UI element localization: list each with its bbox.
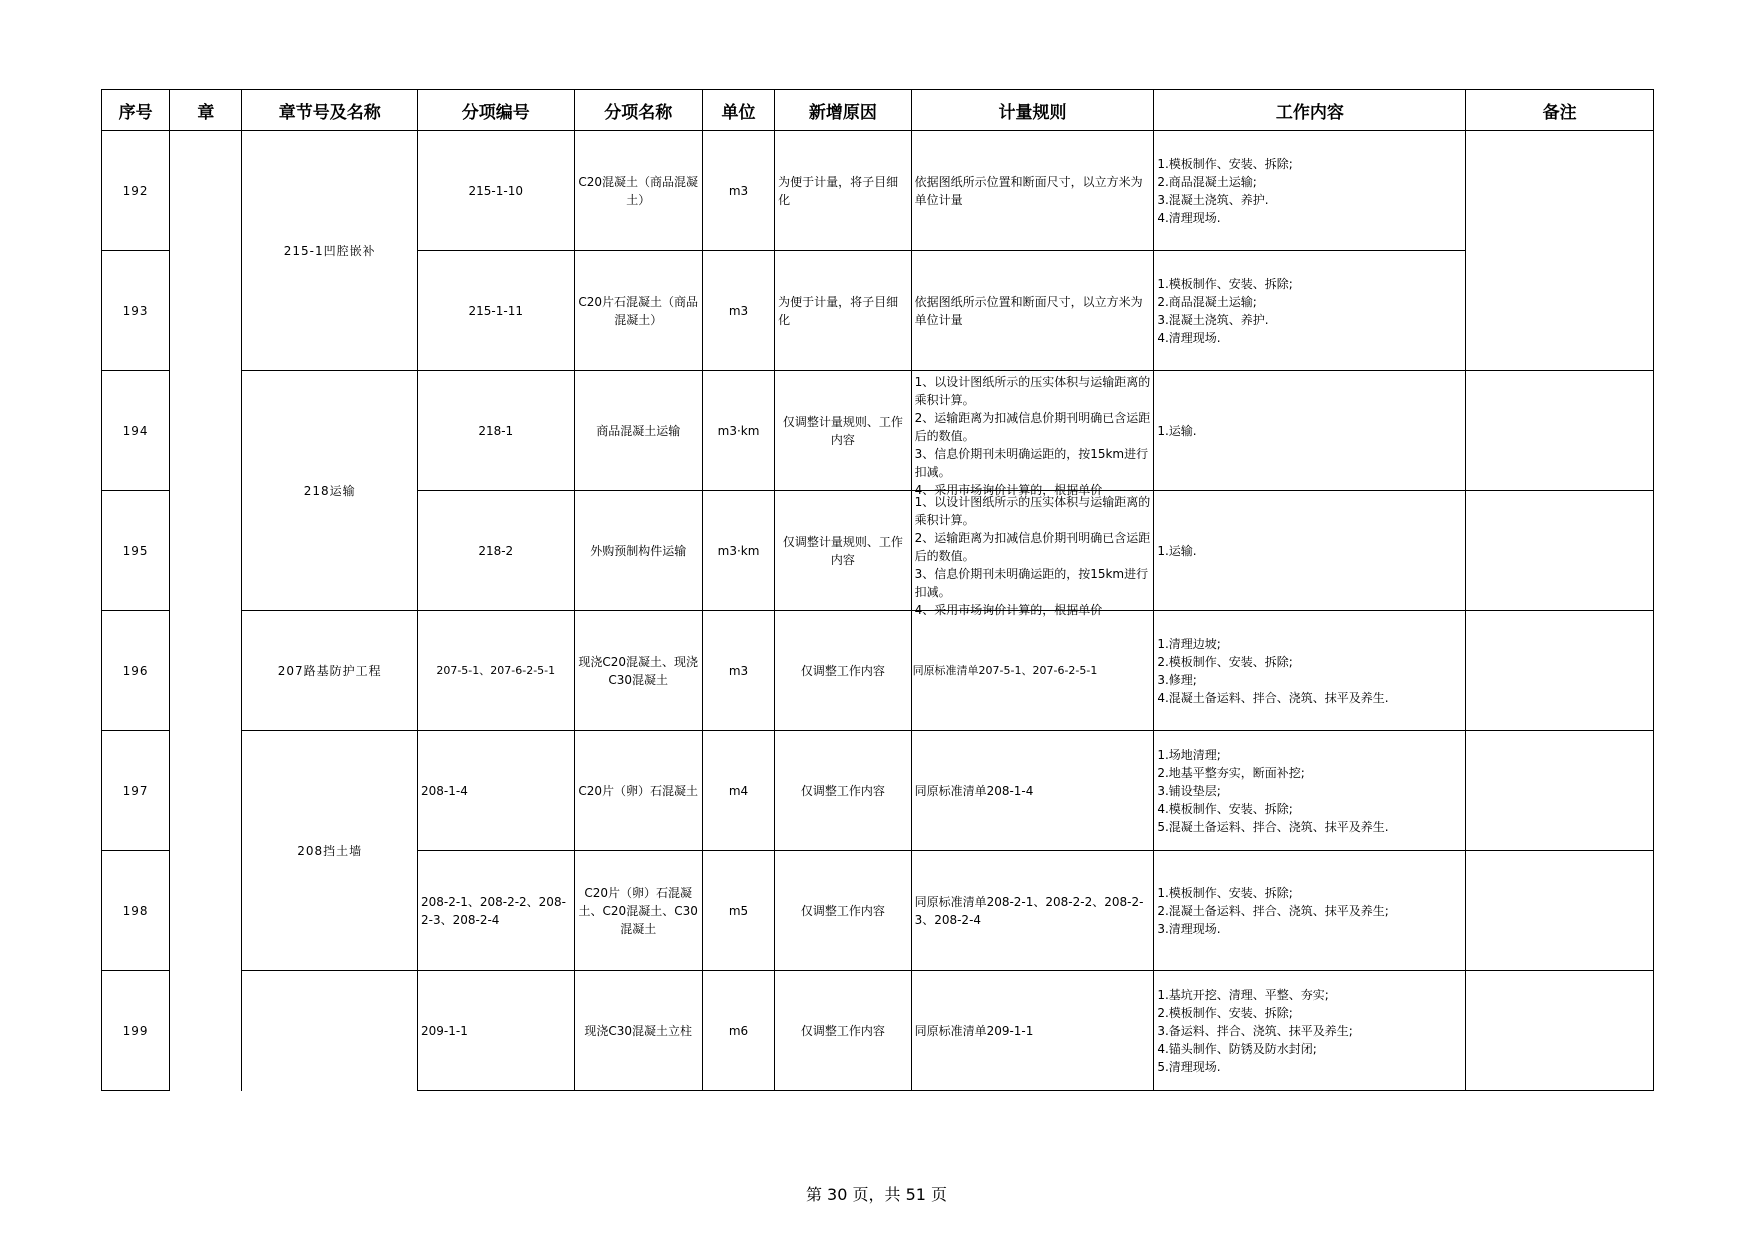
- table-row: [102, 731, 1654, 851]
- row-item-name: C20混凝土（商品混凝土）: [574, 131, 702, 251]
- row-reason: 仅调整工作内容: [775, 851, 911, 971]
- row-work-content: 1.模板制作、安装、拆除; 2.商品混凝土运输; 3.混凝土浇筑、养护. 4.清理现场.: [1154, 131, 1466, 251]
- row-remarks: [1466, 491, 1654, 611]
- row-item-code: 218-2: [418, 491, 575, 611]
- item-table-container: [101, 89, 1654, 1092]
- row-reason: 仅调整工作内容: [775, 971, 911, 1091]
- row-unit: m5: [702, 851, 774, 971]
- item-table: [101, 89, 1654, 1091]
- section-cell: 218运输: [242, 371, 418, 611]
- table-row: [102, 131, 1654, 251]
- row-remarks: [1466, 371, 1654, 491]
- header-item-code: 分项编号: [418, 90, 575, 131]
- table-row: [102, 371, 1654, 491]
- header-reason: 新增原因: [775, 90, 911, 131]
- row-unit: m6: [702, 971, 774, 1091]
- row-seq: 194: [102, 371, 170, 491]
- header-chapter: 章: [170, 90, 242, 131]
- header-remarks: 备注: [1466, 90, 1654, 131]
- header-measure-rule: 计量规则: [911, 90, 1154, 131]
- header-work-content: 工作内容: [1154, 90, 1466, 131]
- row-seq: 199: [102, 971, 170, 1091]
- section-cell: 208挡土墙: [242, 731, 418, 971]
- chapter-cell: [170, 131, 242, 1091]
- row-item-code: 208-1-4: [418, 731, 575, 851]
- section-cell-empty: [242, 971, 418, 1091]
- row-reason: 仅调整计量规则、工作内容: [775, 491, 911, 611]
- row-work-content: 1.模板制作、安装、拆除; 2.商品混凝土运输; 3.混凝土浇筑、养护. 4.清理现场.: [1154, 251, 1466, 371]
- section-cell: 215-1凹腔嵌补: [242, 131, 418, 371]
- header-seq: 序号: [102, 90, 170, 131]
- row-measure-rule: 1、以设计图纸所示的压实体积与运输距离的乘积计算。 2、运输距离为扣减信息价期刊明确已含运距后的数值。 3、信息价期刊未明确运距的，按15km进行扣减。 4、采用市场询价计算的，根据单价: [914, 495, 1151, 617]
- row-unit: m3: [702, 251, 774, 371]
- row-item-code: 207-5-1、207-6-2-5-1: [418, 611, 575, 731]
- row-reason: 为便于计量，将子目细化: [775, 131, 911, 251]
- row-reason: 仅调整工作内容: [775, 731, 911, 851]
- row-reason: 仅调整工作内容: [775, 611, 911, 731]
- row-unit: m4: [702, 731, 774, 851]
- row-item-code: 218-1: [418, 371, 575, 491]
- header-section: 章节号及名称: [242, 90, 418, 131]
- row-measure-rule: 同原标准清单208-1-4: [911, 731, 1154, 851]
- row-item-name: 外购预制构件运输: [574, 491, 702, 611]
- row-measure-rule: 依据图纸所示位置和断面尺寸，以立方米为单位计量: [911, 251, 1154, 371]
- table-row: [102, 971, 1654, 1091]
- row-item-name: 商品混凝土运输: [574, 371, 702, 491]
- row-item-name: C20片石混凝土（商品混凝土）: [574, 251, 702, 371]
- row-seq: 196: [102, 611, 170, 731]
- row-work-content: 1.运输.: [1154, 371, 1466, 491]
- row-remarks: [1466, 131, 1654, 371]
- row-item-code: 208-2-1、208-2-2、208-2-3、208-2-4: [418, 851, 575, 971]
- row-item-code: 215-1-11: [418, 251, 575, 371]
- row-reason: 为便于计量，将子目细化: [775, 251, 911, 371]
- row-item-name: 现浇C30混凝土立柱: [574, 971, 702, 1091]
- row-unit: m3·km: [702, 371, 774, 491]
- header-unit: 单位: [702, 90, 774, 131]
- header-item-name: 分项名称: [574, 90, 702, 131]
- table-row: [102, 611, 1654, 731]
- row-reason: 仅调整计量规则、工作内容: [775, 371, 911, 491]
- row-work-content: 1.运输.: [1154, 491, 1466, 611]
- row-work-content: 1.模板制作、安装、拆除; 2.混凝土备运料、拌合、浇筑、抹平及养生; 3.清理现场.: [1154, 851, 1466, 971]
- row-measure-rule: 同原标准清单207-5-1、207-6-2-5-1: [911, 611, 1154, 731]
- row-work-content: 1.基坑开挖、清理、平整、夯实; 2.模板制作、安装、拆除; 3.备运料、拌合、浇筑、抹平及养生; 4.锚头制作、防锈及防水封闭; 5.清理现场.: [1154, 971, 1466, 1091]
- row-work-content: 1.清理边坡; 2.模板制作、安装、拆除; 3.修理; 4.混凝土备运料、拌合、浇筑、抹平及养生.: [1154, 611, 1466, 731]
- row-item-name: 现浇C20混凝土、现浇C30混凝土: [574, 611, 702, 731]
- row-item-code: 215-1-10: [418, 131, 575, 251]
- row-measure-rule: 同原标准清单209-1-1: [911, 971, 1154, 1091]
- row-seq: 198: [102, 851, 170, 971]
- row-work-content: 1.场地清理; 2.地基平整夯实，断面补挖; 3.铺设垫层; 4.模板制作、安装、拆除; 5.混凝土备运料、拌合、浇筑、抹平及养生.: [1154, 731, 1466, 851]
- row-measure-rule: 同原标准清单208-2-1、208-2-2、208-2-3、208-2-4: [911, 851, 1154, 971]
- section-cell: 207路基防护工程: [242, 611, 418, 731]
- row-seq: 197: [102, 731, 170, 851]
- page-footer: 第 30 页，共 51 页: [805, 1185, 948, 1204]
- row-remarks: [1466, 611, 1654, 731]
- row-item-name: C20片（卵）石混凝土: [574, 731, 702, 851]
- row-seq: 193: [102, 251, 170, 371]
- row-seq: 192: [102, 131, 170, 251]
- row-unit: m3·km: [702, 491, 774, 611]
- row-remarks: [1466, 971, 1654, 1091]
- row-item-name: C20片（卵）石混凝土、C20混凝土、C30混凝土: [574, 851, 702, 971]
- row-remarks: [1466, 851, 1654, 971]
- row-seq: 195: [102, 491, 170, 611]
- row-unit: m3: [702, 611, 774, 731]
- row-unit: m3: [702, 131, 774, 251]
- row-remarks: [1466, 731, 1654, 851]
- row-item-code: 209-1-1: [418, 971, 575, 1091]
- header-row: [102, 90, 1654, 131]
- row-measure-rule: 依据图纸所示位置和断面尺寸，以立方米为单位计量: [911, 131, 1154, 251]
- row-measure-rule: 1、以设计图纸所示的压实体积与运输距离的乘积计算。 2、运输距离为扣减信息价期刊明确已含运距后的数值。 3、信息价期刊未明确运距的，按15km进行扣减。 4、采用市场询价计算的，根据单价: [914, 375, 1151, 497]
